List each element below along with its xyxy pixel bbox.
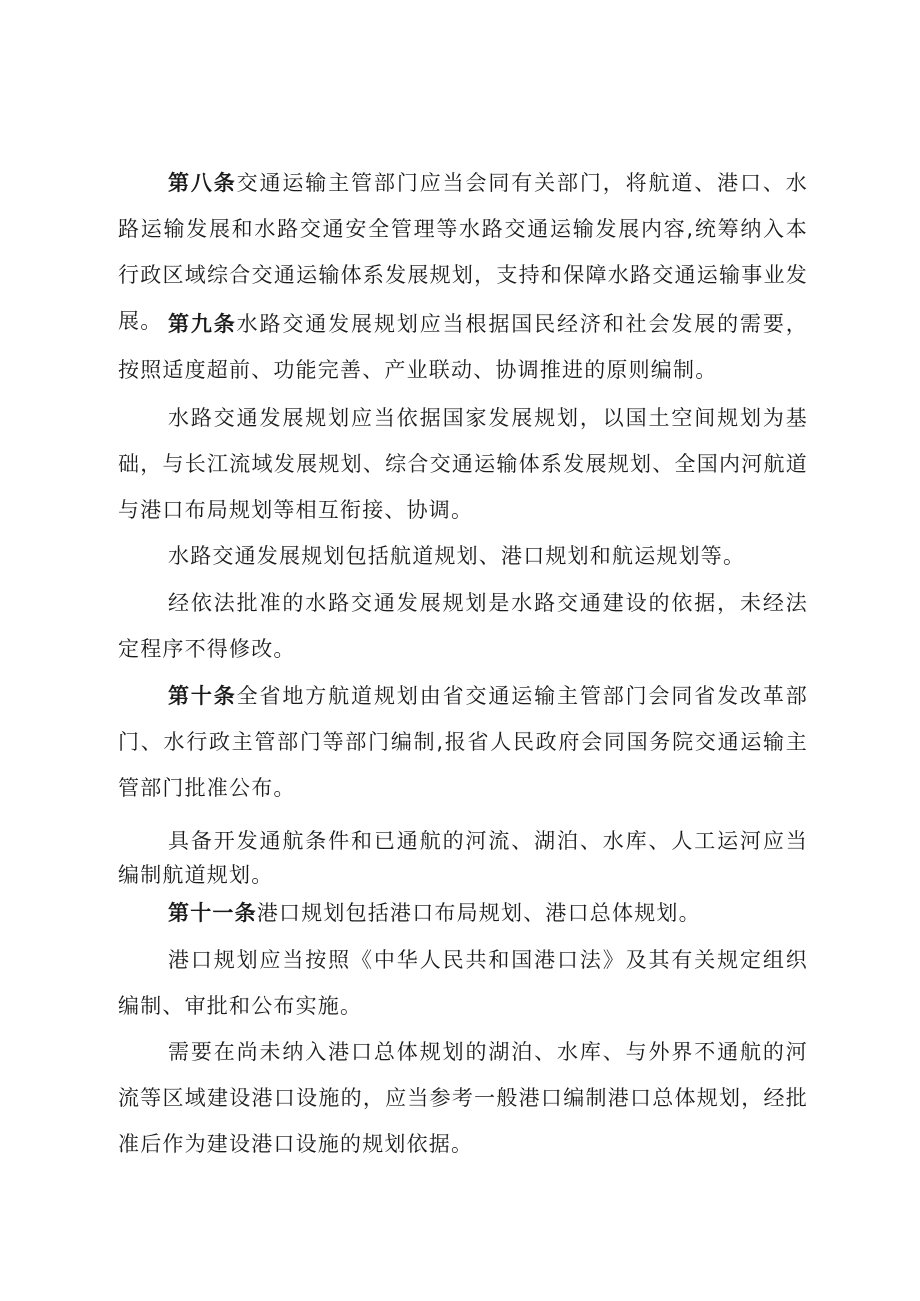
paragraph-text: 经依法批准的水路交通发展规划是水路交通建设的依据，未经法定程序不得修改。 bbox=[118, 591, 808, 661]
paragraph-text-block bbox=[118, 937, 808, 1029]
paragraph-article-10 bbox=[118, 673, 808, 811]
article-number: 第九条 bbox=[168, 312, 237, 336]
paragraph-text-block bbox=[118, 1029, 808, 1167]
paragraph-text: 水路交通发展规划应当根据国民经济和社会发展的需要，按照适度超前、功能完善、产业联动、协调推进的原则编制。 bbox=[118, 312, 809, 382]
paragraph-text: 水路交通发展规划应当依据国家发展规划，以国土空间规划为基础，与长江流域发展规划、综合交通运输体系发展规划、全国内河航道与港口布局规划等相互衔接、协调。 bbox=[118, 406, 808, 522]
paragraph-text-block bbox=[118, 533, 808, 579]
paragraph-text: 全省地方航道规划由省交通运输主管部门会同省发改革部门、水行政主管部门等部门编制,报省人民政府会同国务院交通运输主管部门批准公布。 bbox=[118, 684, 809, 800]
paragraph-article-9 bbox=[118, 301, 808, 393]
paragraph-text-block bbox=[118, 824, 808, 892]
article-number: 第八条 bbox=[168, 171, 237, 195]
paragraph-text-block bbox=[118, 395, 808, 533]
paragraph-text: 港口规划应当按照《中华人民共和国港口法》及其有关规定组织编制、审批和公布实施。 bbox=[118, 948, 808, 1018]
article-number: 第十一条 bbox=[168, 901, 257, 925]
paragraph-text: 具备开发通航条件和已通航的河流、湖泊、水库、人工运河应当编制航道规划。 bbox=[118, 829, 808, 887]
paragraph-text: 需要在尚未纳入港口总体规划的湖泊、水库、与外界不通航的河流等区域建设港口设施的，应当参考一般港口编制港口总体规划，经批准后作为建设港口设施的规划依据。 bbox=[118, 1040, 808, 1156]
article-number: 第十条 bbox=[168, 684, 237, 708]
paragraph-text: 港口规划包括港口布局规划、港口总体规划。 bbox=[256, 901, 701, 925]
paragraph-text: 交通运输主管部门应当会同有关部门，将航道、港口、水路运输发展和水路交通安全管理等水路交通运输发展内容,统筹纳入本行政区域综合交通运输体系发展规划，支持和保障水路交通运输事业发展。 bbox=[118, 171, 809, 333]
paragraph-text-block bbox=[118, 580, 808, 672]
paragraph-article-11 bbox=[118, 890, 808, 936]
paragraph-text: 水路交通发展规划包括航道规划、港口规划和航运规划等。 bbox=[168, 544, 746, 568]
